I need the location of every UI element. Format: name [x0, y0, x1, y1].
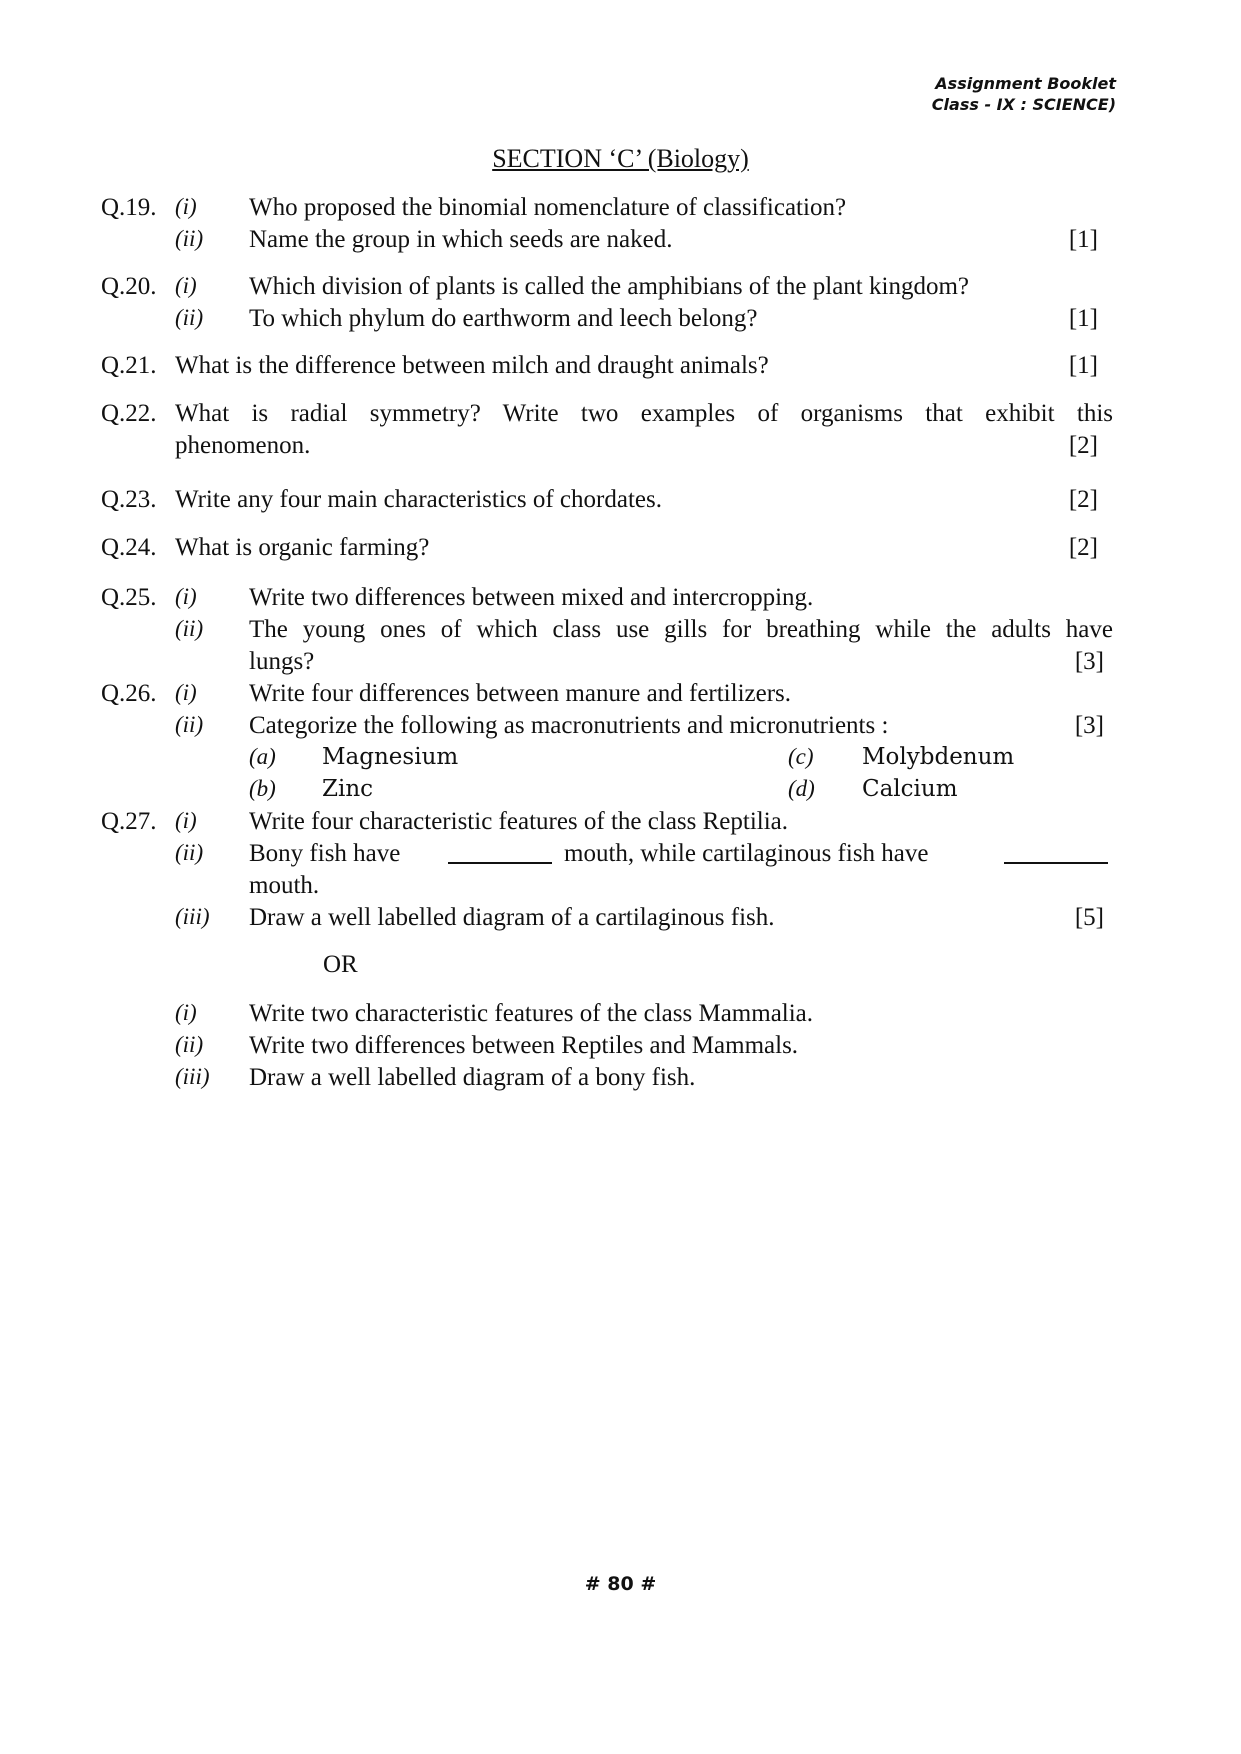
- option-label: (b): [249, 776, 276, 801]
- sub-label: (i): [175, 194, 197, 219]
- marks: [3]: [1074, 648, 1104, 675]
- marks: [2]: [1068, 432, 1098, 459]
- sub-label: (i): [175, 680, 197, 705]
- option-text: Zinc: [322, 776, 374, 802]
- option-label: (c): [788, 744, 814, 769]
- header-title: Assignment Booklet: [935, 74, 1116, 93]
- question-text: Write any four main characteristics of chordates.: [175, 486, 662, 513]
- question-text: phenomenon.: [175, 432, 311, 459]
- question-text: Write four characteristic features of the class Reptilia.: [249, 808, 789, 835]
- question-text: Who proposed the binomial nomenclature of classification?: [249, 194, 847, 221]
- marks: [1]: [1068, 226, 1098, 253]
- sub-label: (iii): [175, 904, 210, 929]
- question-text: The young ones of which class use gills for breathing while the adults have: [249, 616, 1113, 643]
- question-number: Q.27.: [101, 808, 157, 835]
- q19-line-1: [0, 194, 1241, 226]
- q26-options-row-2: [0, 776, 1241, 808]
- sub-label: (i): [175, 1000, 197, 1025]
- q27-line-4: [0, 904, 1241, 936]
- q27-alt-line-1: [0, 1000, 1241, 1032]
- q27-alt-line-3: [0, 1064, 1241, 1096]
- sub-label: (ii): [175, 305, 204, 330]
- fill-blank-part-2: mouth, while cartilaginous fish have: [564, 840, 929, 867]
- question-text: To which phylum do earthworm and leech belong?: [249, 305, 758, 332]
- q20-line-2: [0, 305, 1241, 337]
- option-text: Calcium: [862, 776, 958, 802]
- sub-label: (ii): [175, 226, 204, 251]
- question-number: Q.19.: [101, 194, 157, 221]
- question-text: Name the group in which seeds are naked.: [249, 226, 673, 253]
- sub-label: (ii): [175, 1032, 204, 1057]
- q21-line: [0, 352, 1241, 384]
- question-text: What is the difference between milch and draught animals?: [175, 352, 769, 379]
- sub-label: (i): [175, 273, 197, 298]
- page-number: # 80 #: [584, 1573, 657, 1595]
- q26-options-row-1: [0, 744, 1241, 776]
- question-text: Which division of plants is called the amphibians of the plant kingdom?: [249, 273, 969, 300]
- option-text: Magnesium: [322, 744, 459, 770]
- question-number: Q.23.: [101, 486, 157, 513]
- sub-label: (i): [175, 584, 197, 609]
- booklet-header: [932, 73, 1116, 115]
- sub-label: (ii): [175, 712, 204, 737]
- question-number: Q.21.: [101, 352, 157, 379]
- question-text: What is radial symmetry? Write two examples of organisms that exhibit this: [175, 400, 1113, 427]
- question-number: Q.25.: [101, 584, 157, 611]
- q25-line-1: [0, 584, 1241, 616]
- question-text: lungs?: [249, 648, 315, 675]
- q22-line-1: [0, 400, 1241, 432]
- question-number: Q.24.: [101, 534, 157, 561]
- sub-label: (iii): [175, 1064, 210, 1089]
- option-label: (a): [249, 744, 276, 769]
- question-text: Draw a well labelled diagram of a bony fish.: [249, 1064, 696, 1091]
- q27-line-1: [0, 808, 1241, 840]
- question-text: What is organic farming?: [175, 534, 430, 561]
- q22-line-2: [0, 432, 1241, 464]
- marks: [2]: [1068, 534, 1098, 561]
- q27-line-2: [0, 840, 1241, 872]
- q25-line-2: [0, 616, 1241, 648]
- marks: [2]: [1068, 486, 1098, 513]
- question-number: Q.22.: [101, 400, 157, 427]
- marks: [5]: [1074, 904, 1104, 931]
- q20-line-1: [0, 273, 1241, 305]
- fill-blank-part-1: Bony fish have: [249, 840, 401, 867]
- section-title: SECTION ‘C’ (Biology): [492, 144, 749, 173]
- q25-line-3: [0, 648, 1241, 680]
- question-number: Q.20.: [101, 273, 157, 300]
- q26-line-2: [0, 712, 1241, 744]
- question-text: Draw a well labelled diagram of a cartilaginous fish.: [249, 904, 775, 931]
- option-label: (d): [788, 776, 815, 801]
- question-text: Categorize the following as macronutrients and micronutrients :: [249, 712, 889, 739]
- question-text: mouth.: [249, 872, 320, 899]
- question-number: Q.26.: [101, 680, 157, 707]
- header-class: Class - IX : SCIENCE): [931, 95, 1116, 114]
- or-separator: OR: [323, 951, 358, 978]
- q27-line-3: [0, 872, 1241, 904]
- q26-line-1: [0, 680, 1241, 712]
- q27-alt-line-2: [0, 1032, 1241, 1064]
- marks: [1]: [1068, 352, 1098, 379]
- question-text: Write two differences between mixed and intercropping.: [249, 584, 814, 611]
- question-text: Write two differences between Reptiles and Mammals.: [249, 1032, 799, 1059]
- q23-line: [0, 486, 1241, 518]
- marks: [3]: [1074, 712, 1104, 739]
- sub-label: (ii): [175, 616, 204, 641]
- q19-line-2: [0, 226, 1241, 258]
- sub-label: (ii): [175, 840, 204, 865]
- option-text: Molybdenum: [862, 744, 1015, 770]
- question-text: Write two characteristic features of the class Mammalia.: [249, 1000, 814, 1027]
- sub-label: (i): [175, 808, 197, 833]
- question-text: Write four differences between manure and fertilizers.: [249, 680, 792, 707]
- q24-line: [0, 534, 1241, 566]
- marks: [1]: [1068, 305, 1098, 332]
- q27-or: [0, 951, 1241, 983]
